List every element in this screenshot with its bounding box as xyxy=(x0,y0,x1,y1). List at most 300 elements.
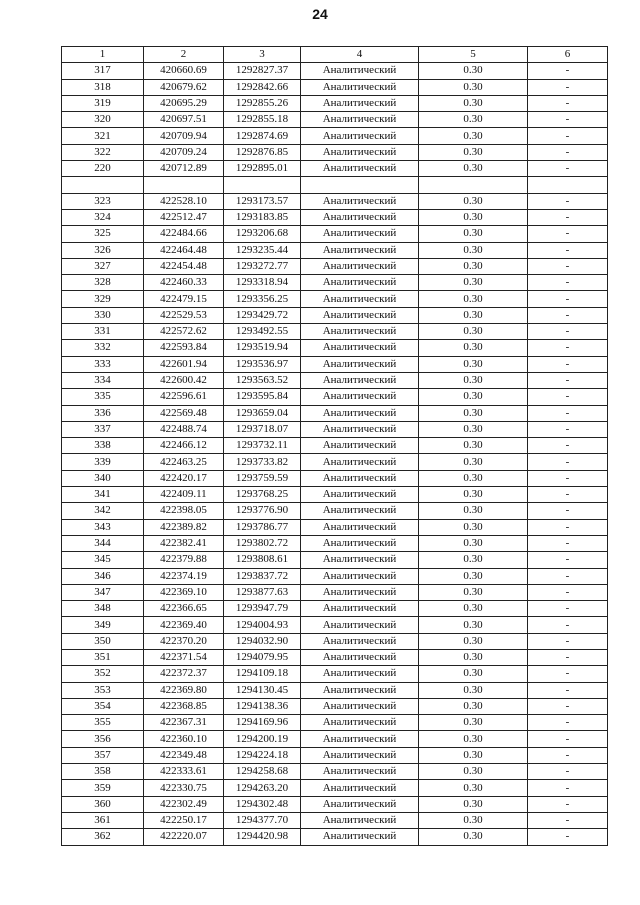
table-cell: 1292827.37 xyxy=(224,63,301,79)
table-cell: 420697.51 xyxy=(144,112,224,128)
table-cell: 333 xyxy=(62,356,144,372)
table-row xyxy=(62,503,608,519)
table-cell: 422484.66 xyxy=(144,226,224,242)
table-cell: 345 xyxy=(62,552,144,568)
table-cell: 1293536.97 xyxy=(224,356,301,372)
table-row xyxy=(62,193,608,209)
table-cell: 0.30 xyxy=(419,63,528,79)
table-cell: - xyxy=(528,95,608,111)
table-cell: 355 xyxy=(62,715,144,731)
table-row xyxy=(62,812,608,828)
column-header: 4 xyxy=(301,47,419,63)
table-row xyxy=(62,715,608,731)
table-cell: 0.30 xyxy=(419,95,528,111)
table-cell: 352 xyxy=(62,666,144,682)
table-cell: 0.30 xyxy=(419,715,528,731)
table-cell: 1292895.01 xyxy=(224,161,301,177)
table-cell: 1293947.79 xyxy=(224,601,301,617)
table-cell: Аналитический xyxy=(301,747,419,763)
table-cell: Аналитический xyxy=(301,226,419,242)
table-cell: 0.30 xyxy=(419,682,528,698)
table-cell: 1294079.95 xyxy=(224,649,301,665)
table-cell: 0.30 xyxy=(419,503,528,519)
table-cell: Аналитический xyxy=(301,421,419,437)
table-cell: 422349.48 xyxy=(144,747,224,763)
table-cell: 343 xyxy=(62,519,144,535)
table-cell: Аналитический xyxy=(301,258,419,274)
table-cell: - xyxy=(528,389,608,405)
table-cell: 0.30 xyxy=(419,617,528,633)
table-cell: Аналитический xyxy=(301,715,419,731)
table-cell: 327 xyxy=(62,258,144,274)
table-cell: 0.30 xyxy=(419,601,528,617)
table-cell: - xyxy=(528,193,608,209)
table-cell: Аналитический xyxy=(301,193,419,209)
table-row xyxy=(62,454,608,470)
table-cell: - xyxy=(528,649,608,665)
table-row xyxy=(62,389,608,405)
table-cell: Аналитический xyxy=(301,372,419,388)
table-row xyxy=(62,519,608,535)
table-cell: 0.30 xyxy=(419,340,528,356)
table-row xyxy=(62,128,608,144)
table-cell: Аналитический xyxy=(301,291,419,307)
table-cell: 325 xyxy=(62,226,144,242)
table-row xyxy=(62,487,608,503)
table-cell: 1293173.57 xyxy=(224,193,301,209)
table-row xyxy=(62,340,608,356)
table-cell: - xyxy=(528,275,608,291)
table-cell: Аналитический xyxy=(301,698,419,714)
table-cell: 1292876.85 xyxy=(224,144,301,160)
table-cell: 420712.89 xyxy=(144,161,224,177)
table-row xyxy=(62,209,608,225)
table-row xyxy=(62,161,608,177)
table-cell: 1292855.26 xyxy=(224,95,301,111)
table-cell: Аналитический xyxy=(301,617,419,633)
page-number: 24 xyxy=(312,6,328,22)
table-row xyxy=(62,796,608,812)
table-cell: 0.30 xyxy=(419,226,528,242)
table-cell: Аналитический xyxy=(301,454,419,470)
table-row xyxy=(62,698,608,714)
table-cell: - xyxy=(528,454,608,470)
table-cell: Аналитический xyxy=(301,796,419,812)
table-cell: 336 xyxy=(62,405,144,421)
table-row xyxy=(62,438,608,454)
table-cell: 0.30 xyxy=(419,324,528,340)
table-cell: Аналитический xyxy=(301,780,419,796)
table-cell: 422371.54 xyxy=(144,649,224,665)
table-cell: 1294109.18 xyxy=(224,666,301,682)
table-cell: 422360.10 xyxy=(144,731,224,747)
table-cell: - xyxy=(528,438,608,454)
table-cell: 0.30 xyxy=(419,796,528,812)
table-cell: 347 xyxy=(62,584,144,600)
table-cell: Аналитический xyxy=(301,128,419,144)
table-cell: Аналитический xyxy=(301,242,419,258)
table-header-row xyxy=(62,47,608,63)
table-cell: 1293802.72 xyxy=(224,535,301,551)
table-cell: 0.30 xyxy=(419,128,528,144)
table-row xyxy=(62,764,608,780)
table-cell: 337 xyxy=(62,421,144,437)
table-cell: Аналитический xyxy=(301,666,419,682)
table-cell xyxy=(301,177,419,193)
table-cell: 420709.94 xyxy=(144,128,224,144)
table-cell: 1293183.85 xyxy=(224,209,301,225)
table-cell: 1293356.25 xyxy=(224,291,301,307)
table-cell: 0.30 xyxy=(419,764,528,780)
table-cell: Аналитический xyxy=(301,63,419,79)
table-cell: Аналитический xyxy=(301,438,419,454)
table-cell: - xyxy=(528,291,608,307)
table-cell: 0.30 xyxy=(419,698,528,714)
table-row xyxy=(62,307,608,323)
table-cell: 0.30 xyxy=(419,487,528,503)
table-row xyxy=(62,584,608,600)
table-cell: 220 xyxy=(62,161,144,177)
table-cell: 335 xyxy=(62,389,144,405)
table-cell: Аналитический xyxy=(301,601,419,617)
table-row xyxy=(62,324,608,340)
table-row xyxy=(62,242,608,258)
table-cell: Аналитический xyxy=(301,568,419,584)
table-cell: 422379.88 xyxy=(144,552,224,568)
table-cell: Аналитический xyxy=(301,79,419,95)
table-row xyxy=(62,275,608,291)
table-cell xyxy=(224,177,301,193)
table-cell: 1294138.36 xyxy=(224,698,301,714)
table-cell: - xyxy=(528,503,608,519)
table-cell: 422369.80 xyxy=(144,682,224,698)
table-cell: - xyxy=(528,324,608,340)
table-row xyxy=(62,470,608,486)
table-cell: 1293492.55 xyxy=(224,324,301,340)
table-cell: 422330.75 xyxy=(144,780,224,796)
table-cell: Аналитический xyxy=(301,552,419,568)
table-cell: 346 xyxy=(62,568,144,584)
table-cell: - xyxy=(528,487,608,503)
table-row xyxy=(62,535,608,551)
table-cell: 422369.40 xyxy=(144,617,224,633)
table-cell: 422382.41 xyxy=(144,535,224,551)
table-cell: 422488.74 xyxy=(144,421,224,437)
table-cell: - xyxy=(528,633,608,649)
table-cell: 1293759.59 xyxy=(224,470,301,486)
table-cell: 1294224.18 xyxy=(224,747,301,763)
table-cell: - xyxy=(528,601,608,617)
table-cell: 422302.49 xyxy=(144,796,224,812)
table-cell: 422600.42 xyxy=(144,372,224,388)
table-row xyxy=(62,258,608,274)
table-cell: 0.30 xyxy=(419,829,528,845)
table-cell: 420695.29 xyxy=(144,95,224,111)
table-cell: 422569.48 xyxy=(144,405,224,421)
table-cell: 0.30 xyxy=(419,307,528,323)
column-header: 6 xyxy=(528,47,608,63)
table-cell: 420679.62 xyxy=(144,79,224,95)
table-cell: 0.30 xyxy=(419,535,528,551)
table-cell: 338 xyxy=(62,438,144,454)
table-cell xyxy=(144,177,224,193)
table-cell: 322 xyxy=(62,144,144,160)
table-cell: - xyxy=(528,226,608,242)
table-cell: 1294258.68 xyxy=(224,764,301,780)
table-cell: 422454.48 xyxy=(144,258,224,274)
table-cell: - xyxy=(528,747,608,763)
table-cell: - xyxy=(528,258,608,274)
table-cell: 1293659.04 xyxy=(224,405,301,421)
table-cell: 1292855.18 xyxy=(224,112,301,128)
table-cell: 328 xyxy=(62,275,144,291)
coordinates-table xyxy=(61,46,608,846)
table-cell: 422409.11 xyxy=(144,487,224,503)
table-cell: Аналитический xyxy=(301,209,419,225)
table-cell: 0.30 xyxy=(419,666,528,682)
table-cell: - xyxy=(528,780,608,796)
table-cell: Аналитический xyxy=(301,470,419,486)
table-cell: 422333.61 xyxy=(144,764,224,780)
table-cell: 360 xyxy=(62,796,144,812)
table-cell: 422479.15 xyxy=(144,291,224,307)
table-cell: Аналитический xyxy=(301,487,419,503)
table-row xyxy=(62,421,608,437)
table-cell: - xyxy=(528,666,608,682)
table-row xyxy=(62,649,608,665)
table-cell: - xyxy=(528,356,608,372)
table-cell: 358 xyxy=(62,764,144,780)
table-cell: 0.30 xyxy=(419,79,528,95)
table-cell: 320 xyxy=(62,112,144,128)
table-cell: 0.30 xyxy=(419,470,528,486)
table-cell: 359 xyxy=(62,780,144,796)
table-cell: Аналитический xyxy=(301,682,419,698)
table-row xyxy=(62,226,608,242)
table-cell: 1294377.70 xyxy=(224,812,301,828)
table-cell: - xyxy=(528,242,608,258)
table-cell: Аналитический xyxy=(301,275,419,291)
table-cell: - xyxy=(528,617,608,633)
table-cell: Аналитический xyxy=(301,95,419,111)
table-cell: 1293786.77 xyxy=(224,519,301,535)
table-cell: 0.30 xyxy=(419,454,528,470)
table-row xyxy=(62,617,608,633)
table-cell: 348 xyxy=(62,601,144,617)
table-cell: Аналитический xyxy=(301,307,419,323)
table-row xyxy=(62,291,608,307)
table-row xyxy=(62,372,608,388)
table-cell: 351 xyxy=(62,649,144,665)
table-cell: 422596.61 xyxy=(144,389,224,405)
table-cell: - xyxy=(528,470,608,486)
table-cell: - xyxy=(528,812,608,828)
table-cell: 1293776.90 xyxy=(224,503,301,519)
table-cell: 0.30 xyxy=(419,291,528,307)
table-cell: 1294169.96 xyxy=(224,715,301,731)
table-cell: 0.30 xyxy=(419,568,528,584)
table-row xyxy=(62,95,608,111)
table-cell: 331 xyxy=(62,324,144,340)
table-cell: 1294032.90 xyxy=(224,633,301,649)
table-cell: Аналитический xyxy=(301,112,419,128)
table-cell: - xyxy=(528,209,608,225)
table-cell: 422389.82 xyxy=(144,519,224,535)
table-cell: 1294302.48 xyxy=(224,796,301,812)
table-cell: 340 xyxy=(62,470,144,486)
table-cell: 1293595.84 xyxy=(224,389,301,405)
table-cell: 362 xyxy=(62,829,144,845)
column-header: 1 xyxy=(62,47,144,63)
table-cell: - xyxy=(528,405,608,421)
table-cell: 422398.05 xyxy=(144,503,224,519)
table-cell: 341 xyxy=(62,487,144,503)
table-cell: 361 xyxy=(62,812,144,828)
table-cell: 0.30 xyxy=(419,747,528,763)
table-cell: - xyxy=(528,144,608,160)
table-cell: 0.30 xyxy=(419,780,528,796)
table-cell: Аналитический xyxy=(301,535,419,551)
table-cell: 353 xyxy=(62,682,144,698)
table-cell: - xyxy=(528,796,608,812)
table-cell: - xyxy=(528,682,608,698)
table-cell: 1293808.61 xyxy=(224,552,301,568)
table-cell: 342 xyxy=(62,503,144,519)
table-row xyxy=(62,829,608,845)
table-cell: 0.30 xyxy=(419,421,528,437)
table-cell: 422366.65 xyxy=(144,601,224,617)
table-cell: - xyxy=(528,764,608,780)
table-cell: 354 xyxy=(62,698,144,714)
table-cell: 323 xyxy=(62,193,144,209)
table-cell: 422368.85 xyxy=(144,698,224,714)
table-row xyxy=(62,177,608,193)
table-cell: 422464.48 xyxy=(144,242,224,258)
table-cell: 422220.07 xyxy=(144,829,224,845)
table-cell: 318 xyxy=(62,79,144,95)
table-cell: 1294004.93 xyxy=(224,617,301,633)
table-cell: Аналитический xyxy=(301,764,419,780)
table-cell: Аналитический xyxy=(301,812,419,828)
table-cell: 1294200.19 xyxy=(224,731,301,747)
table-cell: 0.30 xyxy=(419,242,528,258)
table-cell: 0.30 xyxy=(419,649,528,665)
table-cell: 422466.12 xyxy=(144,438,224,454)
table-cell: 1293732.11 xyxy=(224,438,301,454)
table-cell: 1293733.82 xyxy=(224,454,301,470)
table-cell: 0.30 xyxy=(419,144,528,160)
table-cell: 422463.25 xyxy=(144,454,224,470)
table-cell: 350 xyxy=(62,633,144,649)
table-cell: 0.30 xyxy=(419,161,528,177)
table-cell: 1293272.77 xyxy=(224,258,301,274)
table-cell: - xyxy=(528,161,608,177)
table-cell: - xyxy=(528,79,608,95)
table-cell: 1293837.72 xyxy=(224,568,301,584)
table-cell: 422367.31 xyxy=(144,715,224,731)
table-cell: 317 xyxy=(62,63,144,79)
table-body xyxy=(62,63,608,845)
table-cell: 1294420.98 xyxy=(224,829,301,845)
table-cell: 422460.33 xyxy=(144,275,224,291)
table-cell xyxy=(528,177,608,193)
table-cell: 1293877.63 xyxy=(224,584,301,600)
table-cell: - xyxy=(528,568,608,584)
table-cell: 0.30 xyxy=(419,275,528,291)
table-row xyxy=(62,356,608,372)
table-cell: 0.30 xyxy=(419,812,528,828)
table-cell: 422370.20 xyxy=(144,633,224,649)
table-cell: 422374.19 xyxy=(144,568,224,584)
table-cell: 349 xyxy=(62,617,144,633)
table-cell: Аналитический xyxy=(301,324,419,340)
table-cell: 1293768.25 xyxy=(224,487,301,503)
table-cell: 0.30 xyxy=(419,258,528,274)
table-cell: 0.30 xyxy=(419,112,528,128)
table-cell: Аналитический xyxy=(301,340,419,356)
table-cell: 422528.10 xyxy=(144,193,224,209)
table-cell: 422250.17 xyxy=(144,812,224,828)
table-cell: 344 xyxy=(62,535,144,551)
table-cell: 1294263.20 xyxy=(224,780,301,796)
table-cell: 1293318.94 xyxy=(224,275,301,291)
table-cell: 0.30 xyxy=(419,552,528,568)
table-cell: 422572.62 xyxy=(144,324,224,340)
table-row xyxy=(62,747,608,763)
column-header: 2 xyxy=(144,47,224,63)
table-cell: Аналитический xyxy=(301,649,419,665)
table-cell: 422601.94 xyxy=(144,356,224,372)
table-cell: 0.30 xyxy=(419,731,528,747)
table-row xyxy=(62,79,608,95)
table-cell: 0.30 xyxy=(419,372,528,388)
table-cell: 0.30 xyxy=(419,356,528,372)
table-cell: - xyxy=(528,552,608,568)
table-cell: 326 xyxy=(62,242,144,258)
table-cell: 1293563.52 xyxy=(224,372,301,388)
table-cell: 329 xyxy=(62,291,144,307)
table-row xyxy=(62,666,608,682)
table-cell: 0.30 xyxy=(419,438,528,454)
table-cell: 319 xyxy=(62,95,144,111)
table-row xyxy=(62,63,608,79)
table-cell: 422372.37 xyxy=(144,666,224,682)
table-cell: 330 xyxy=(62,307,144,323)
table-cell: Аналитический xyxy=(301,144,419,160)
table-row xyxy=(62,633,608,649)
table-cell: - xyxy=(528,584,608,600)
column-header: 5 xyxy=(419,47,528,63)
table-cell: 1292842.66 xyxy=(224,79,301,95)
table-cell: Аналитический xyxy=(301,405,419,421)
table-cell: 1293519.94 xyxy=(224,340,301,356)
table-cell: - xyxy=(528,519,608,535)
table-cell: 1294130.45 xyxy=(224,682,301,698)
table-cell: - xyxy=(528,112,608,128)
table-cell: Аналитический xyxy=(301,633,419,649)
table-cell: Аналитический xyxy=(301,584,419,600)
table-cell: 422593.84 xyxy=(144,340,224,356)
table-row xyxy=(62,405,608,421)
table-cell: 321 xyxy=(62,128,144,144)
table-cell: - xyxy=(528,128,608,144)
table-cell: Аналитический xyxy=(301,161,419,177)
table-row xyxy=(62,144,608,160)
table-cell: - xyxy=(528,63,608,79)
table-row xyxy=(62,601,608,617)
table-cell: - xyxy=(528,372,608,388)
table-cell: 1292874.69 xyxy=(224,128,301,144)
